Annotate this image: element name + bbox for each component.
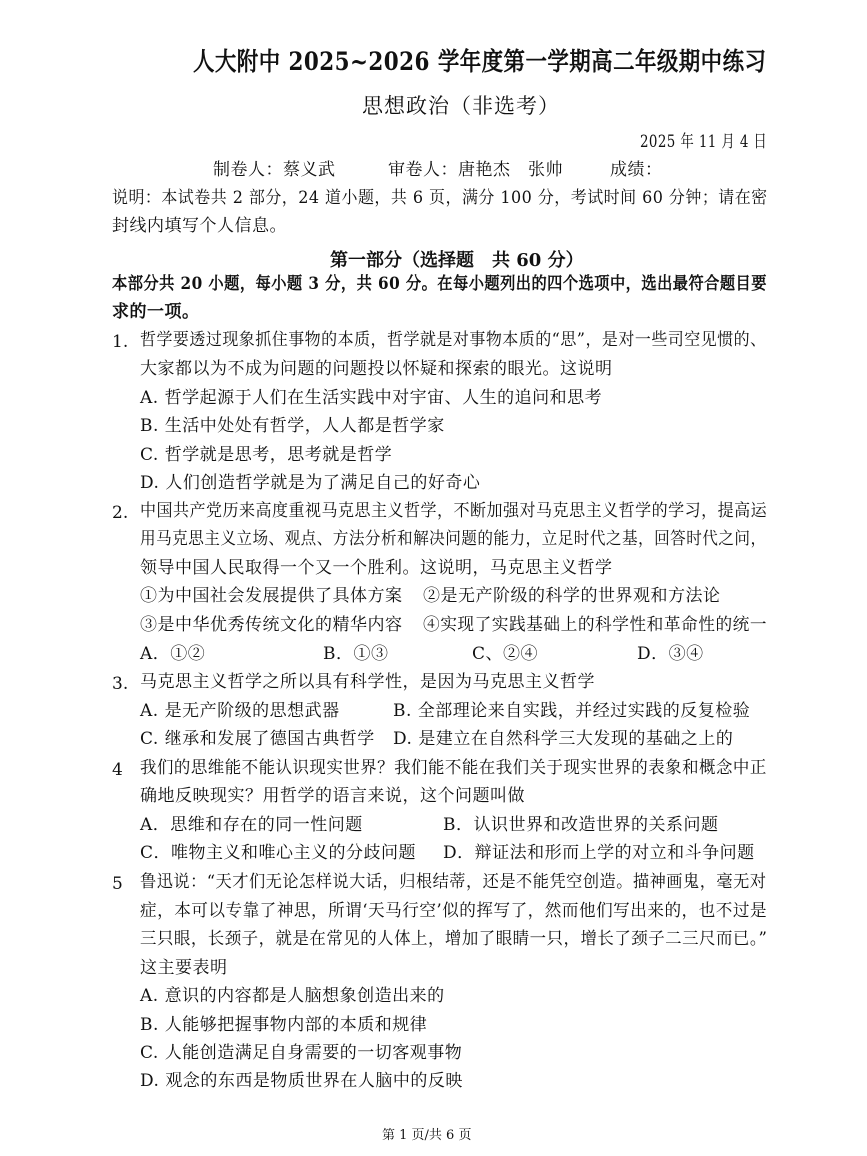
question-number: 2. xyxy=(112,503,129,523)
option-c: C. 继承和发展了德国古典哲学 xyxy=(140,729,375,749)
exam-title: 人大附中 2025~2026 学年度第一学期高二年级期中练习 xyxy=(193,47,767,76)
option-d: D. 是建立在自然科学三大发现的基础之上的 xyxy=(393,729,734,749)
part1-desc-line-1: 本部分共 20 小题，每小题 3 分，共 60 分。在每小题列出的四个选项中，选出最符合题目要 xyxy=(112,274,767,294)
option-c: C. 哲学就是思考，思考就是哲学 xyxy=(140,445,393,465)
question-number: 1. xyxy=(112,332,129,352)
option-b: B．认识世界和改造世界的关系问题 xyxy=(443,815,719,835)
exam-subtitle: 思想政治（非选考） xyxy=(362,94,560,118)
instructions-line-1: 说明：本试卷共 2 部分，24 道小题，共 6 页，满分 100 分，考试时间 60 分钟；请在密 xyxy=(112,188,768,208)
option-c: C、②④ xyxy=(472,644,539,664)
question-stem-line: 确地反映现实？用哲学的语言来说，这个问题叫做 xyxy=(140,786,525,806)
score-label: 成绩： xyxy=(610,160,663,180)
option-a: A. 意识的内容都是人脑想象创造出来的 xyxy=(140,986,445,1006)
option-b: B. 人能够把握事物内部的本质和规律 xyxy=(140,1015,428,1035)
option-d: D．辩证法和形而上学的对立和斗争问题 xyxy=(443,843,755,863)
question-stem-line: 哲学要透过现象抓住事物的本质，哲学就是对事物本质的“思”，是对一些司空见惯的、 xyxy=(140,330,767,350)
question-stem-line: 中国共产党历来高度重视马克思主义哲学，不断加强对马克思主义哲学的学习，提高运 xyxy=(140,501,768,521)
question-stem-line: 这主要表明 xyxy=(140,958,228,978)
statement-4: ④实现了实践基础上的科学性和革命性的统一 xyxy=(423,615,768,635)
question-stem-line: 我们的思维能不能认识现实世界？我们能不能在我们关于现实世界的表象和概念中正 xyxy=(140,758,767,778)
option-b: B．①③ xyxy=(323,644,389,664)
option-c: C. 人能创造满足自身需要的一切客观事物 xyxy=(140,1043,463,1063)
maker-label: 制卷人：蔡义武 xyxy=(213,160,336,180)
question-stem-line: 大家都以为不成为问题的问题投以怀疑和探索的眼光。这说明 xyxy=(140,359,613,379)
instructions-line-2: 封线内填写个人信息。 xyxy=(112,216,287,236)
exam-date: 2025 年 11 月 4 日 xyxy=(640,132,768,152)
option-a: A. 哲学起源于人们在生活实践中对宇宙、人生的追问和思考 xyxy=(140,388,603,408)
option-c: C．唯物主义和唯心主义的分歧问题 xyxy=(140,843,417,863)
part1-title: 第一部分（选择题 共 60 分） xyxy=(330,250,584,271)
option-a: A．思维和存在的同一性问题 xyxy=(140,815,363,835)
question-stem-line: 鲁迅说：“天才们无论怎样说大话，归根结蒂，还是不能凭空创造。描神画鬼，毫无对 xyxy=(140,872,767,892)
question-stem-line: 用马克思主义立场、观点、方法分析和解决问题的能力，立足时代之基，回答时代之问， xyxy=(140,529,767,549)
statement-3: ③是中华优秀传统文化的精华内容 xyxy=(140,615,403,635)
option-d: D. 人们创造哲学就是为了满足自己的好奇心 xyxy=(140,473,481,493)
question-stem-line: 马克思主义哲学之所以具有科学性，是因为马克思主义哲学 xyxy=(140,672,595,692)
option-d: D．③④ xyxy=(637,644,704,664)
page-footer: 第 1 页/共 6 页 xyxy=(382,1128,472,1143)
part1-desc-line-2: 求的一项。 xyxy=(112,302,200,322)
option-b: B. 生活中处处有哲学，人人都是哲学家 xyxy=(140,416,445,436)
option-b: B. 全部理论来自实践，并经过实践的反复检验 xyxy=(393,701,751,721)
reviewer-label: 审卷人：唐艳杰 张帅 xyxy=(388,160,563,180)
statement-2: ②是无产阶级的科学的世界观和方法论 xyxy=(423,586,721,606)
statement-1: ①为中国社会发展提供了具体方案 xyxy=(140,586,403,606)
question-number: 4 xyxy=(112,760,123,780)
question-stem-line: 三只眼，长颈子，就是在常见的人体上，增加了眼睛一只，增长了颈子二三尺而已。” xyxy=(140,929,768,949)
question-stem-line: 领导中国人民取得一个又一个胜利。这说明，马克思主义哲学 xyxy=(140,558,613,578)
option-a: A. 是无产阶级的思想武器 xyxy=(140,701,340,721)
question-number: 5 xyxy=(112,874,123,894)
question-stem-line: 症，本可以专靠了神思，所谓‘天马行空’似的挥写了，然而他们写出来的，也不过是 xyxy=(140,901,768,921)
option-d: D. 观念的东西是物质世界在人脑中的反映 xyxy=(140,1071,463,1091)
option-a: A．①② xyxy=(140,644,206,664)
question-number: 3. xyxy=(112,674,129,694)
